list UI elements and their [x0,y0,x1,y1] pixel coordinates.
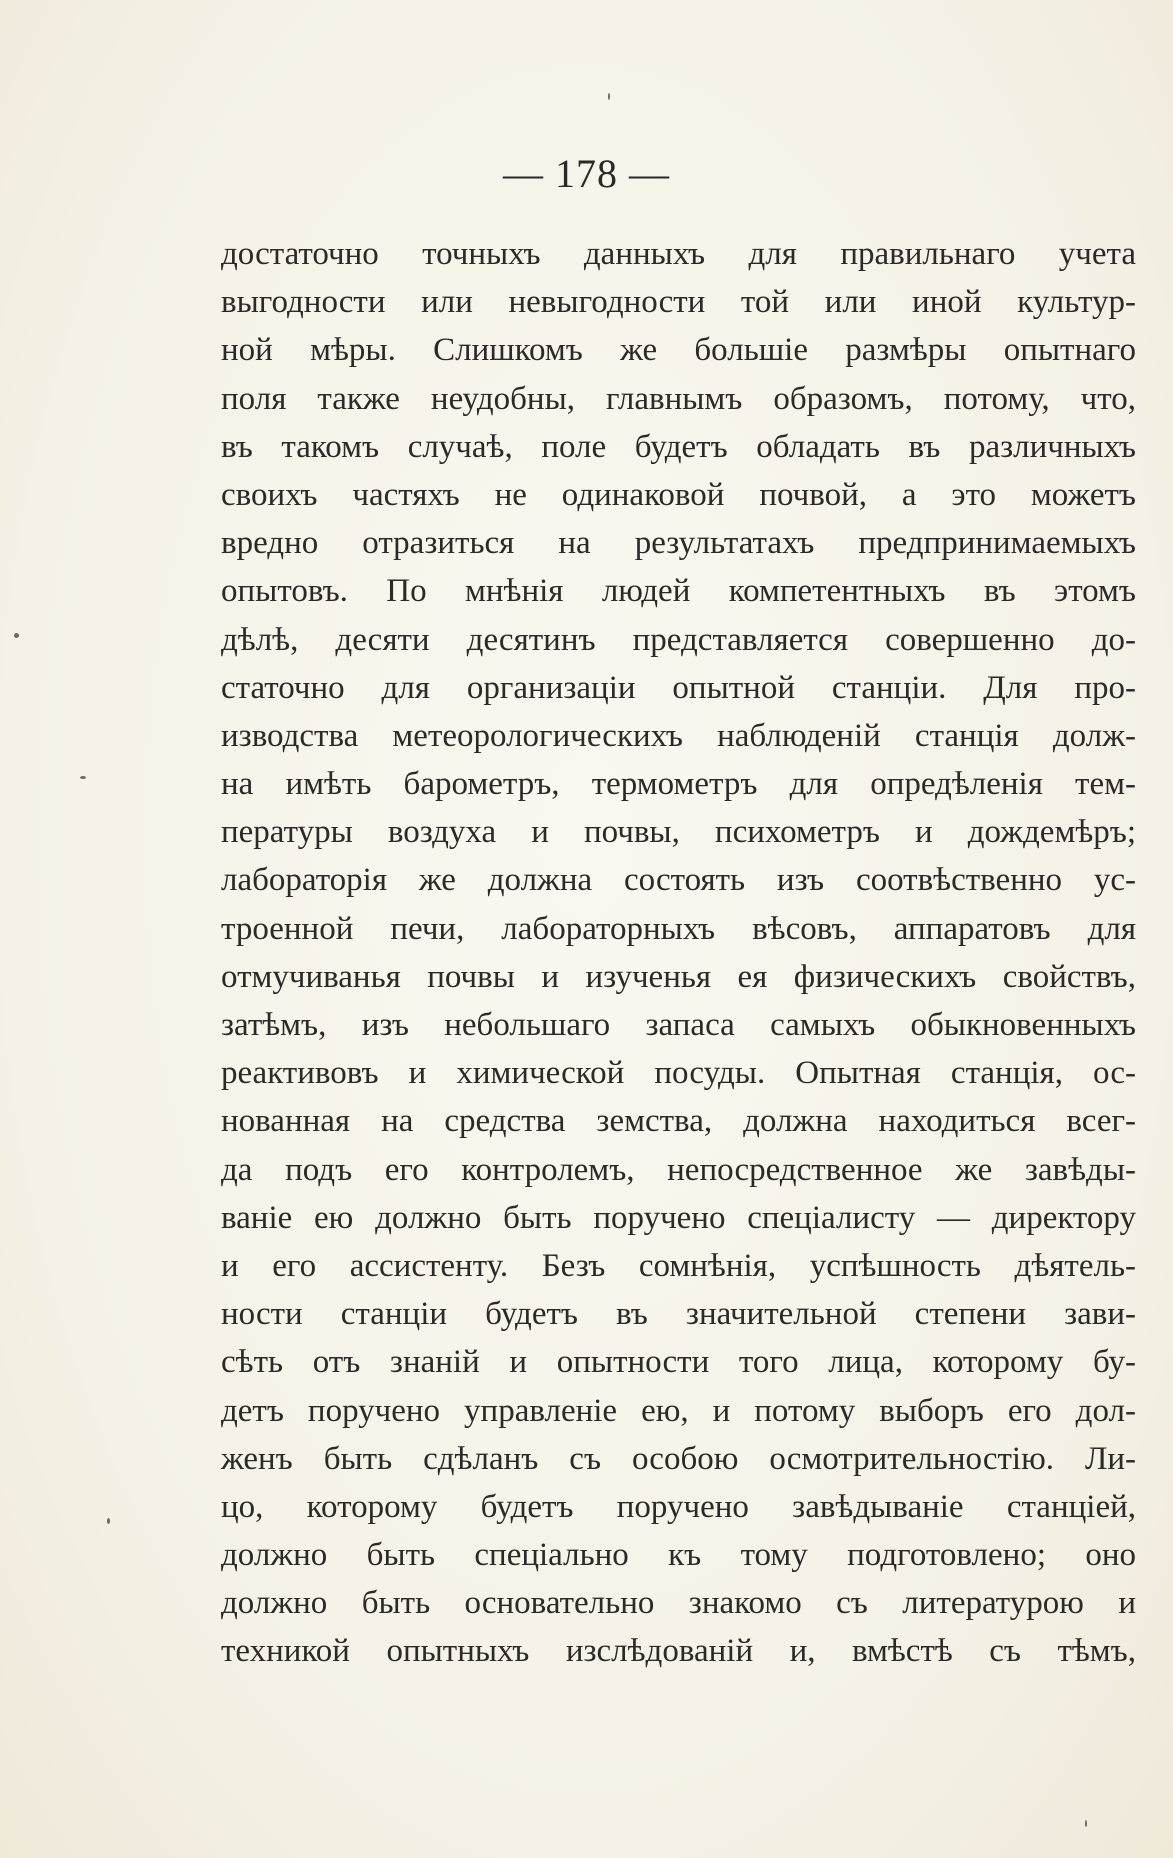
text-line: на имѣть барометръ, термометръ для опредѣленія тем- [221,766,1136,803]
text-line: женъ быть сдѣланъ съ особою осмотрительностію. Ли- [221,1440,1136,1477]
text-line: лабораторія же должна состоять изъ соотвѣственно ус- [221,862,1136,899]
text-line: троенной печи, лабораторныхъ вѣсовъ, аппаратовъ для [221,910,1136,947]
text-line: статочно для организаціи опытной станціи. Для про- [221,669,1136,706]
text-line: должно быть основательно знакомо съ литературою и [221,1585,1136,1622]
text-line: вредно отразиться на результатахъ предпринимаемыхъ [221,525,1136,562]
paper-speck [1085,1820,1087,1827]
body-text [221,230,1136,1676]
paper-speck [80,776,86,779]
text-line: отмучиванья почвы и изученья ея физическихъ свойствъ, [221,958,1136,995]
paper-speck [608,93,610,100]
text-line: достаточно точныхъ данныхъ для правильнаго учета [221,236,1136,272]
text-line: цо, которому будетъ поручено завѣдываніе станціей, [221,1488,1136,1525]
text-line: ной мѣры. Слишкомъ же большіе размѣры опытнаго [221,332,1136,369]
paper-speck [107,1518,110,1524]
text-line: да подъ его контролемъ, непосредственное же завѣды- [221,1151,1136,1188]
text-line: своихъ частяхъ не одинаковой почвой, а это можетъ [221,476,1136,513]
text-line: выгодности или невыгодности той или иной культур- [221,284,1136,321]
text-line: реактивовъ и химической посуды. Опытная станція, ос- [221,1055,1136,1092]
text-line: нованная на средства земства, должна находиться всег- [221,1103,1136,1140]
text-line: опытовъ. По мнѣнія людей компетентныхъ въ этомъ [221,573,1136,610]
text-line: поля также неудобны, главнымъ образомъ, потому, что, [221,380,1136,417]
text-line: ваніе ею должно быть поручено спеціалисту — директору [221,1199,1136,1236]
text-line: въ такомъ случаѣ, поле будетъ обладать въ различныхъ [221,428,1136,465]
text-line: и его ассистенту. Безъ сомнѣнія, успѣшность дѣятель- [221,1247,1136,1284]
text-line: сѣть отъ знаній и опытности того лица, которому бу- [221,1344,1136,1381]
text-line: ности станціи будетъ въ значительной степени зави- [221,1296,1136,1333]
text-line: дѣлѣ, десяти десятинъ представляется совершенно до- [221,621,1136,658]
text-line: детъ поручено управленіе ею, и потому выборъ его дол- [221,1392,1136,1429]
page-number: — 178 — [503,151,670,196]
text-line: должно быть спеціально къ тому подготовлено; оно [221,1537,1136,1574]
paper-speck [14,633,19,638]
text-line: пературы воздуха и почвы, психометръ и дождемѣръ; [221,814,1136,851]
text-line: затѣмъ, изъ небольшаго запаса самыхъ обыкновенныхъ [221,1007,1136,1043]
text-line: техникой опытныхъ изслѣдованій и, вмѣстѣ съ тѣмъ, [221,1633,1136,1670]
text-line: изводства метеорологическихъ наблюденій станція долж- [221,717,1136,754]
